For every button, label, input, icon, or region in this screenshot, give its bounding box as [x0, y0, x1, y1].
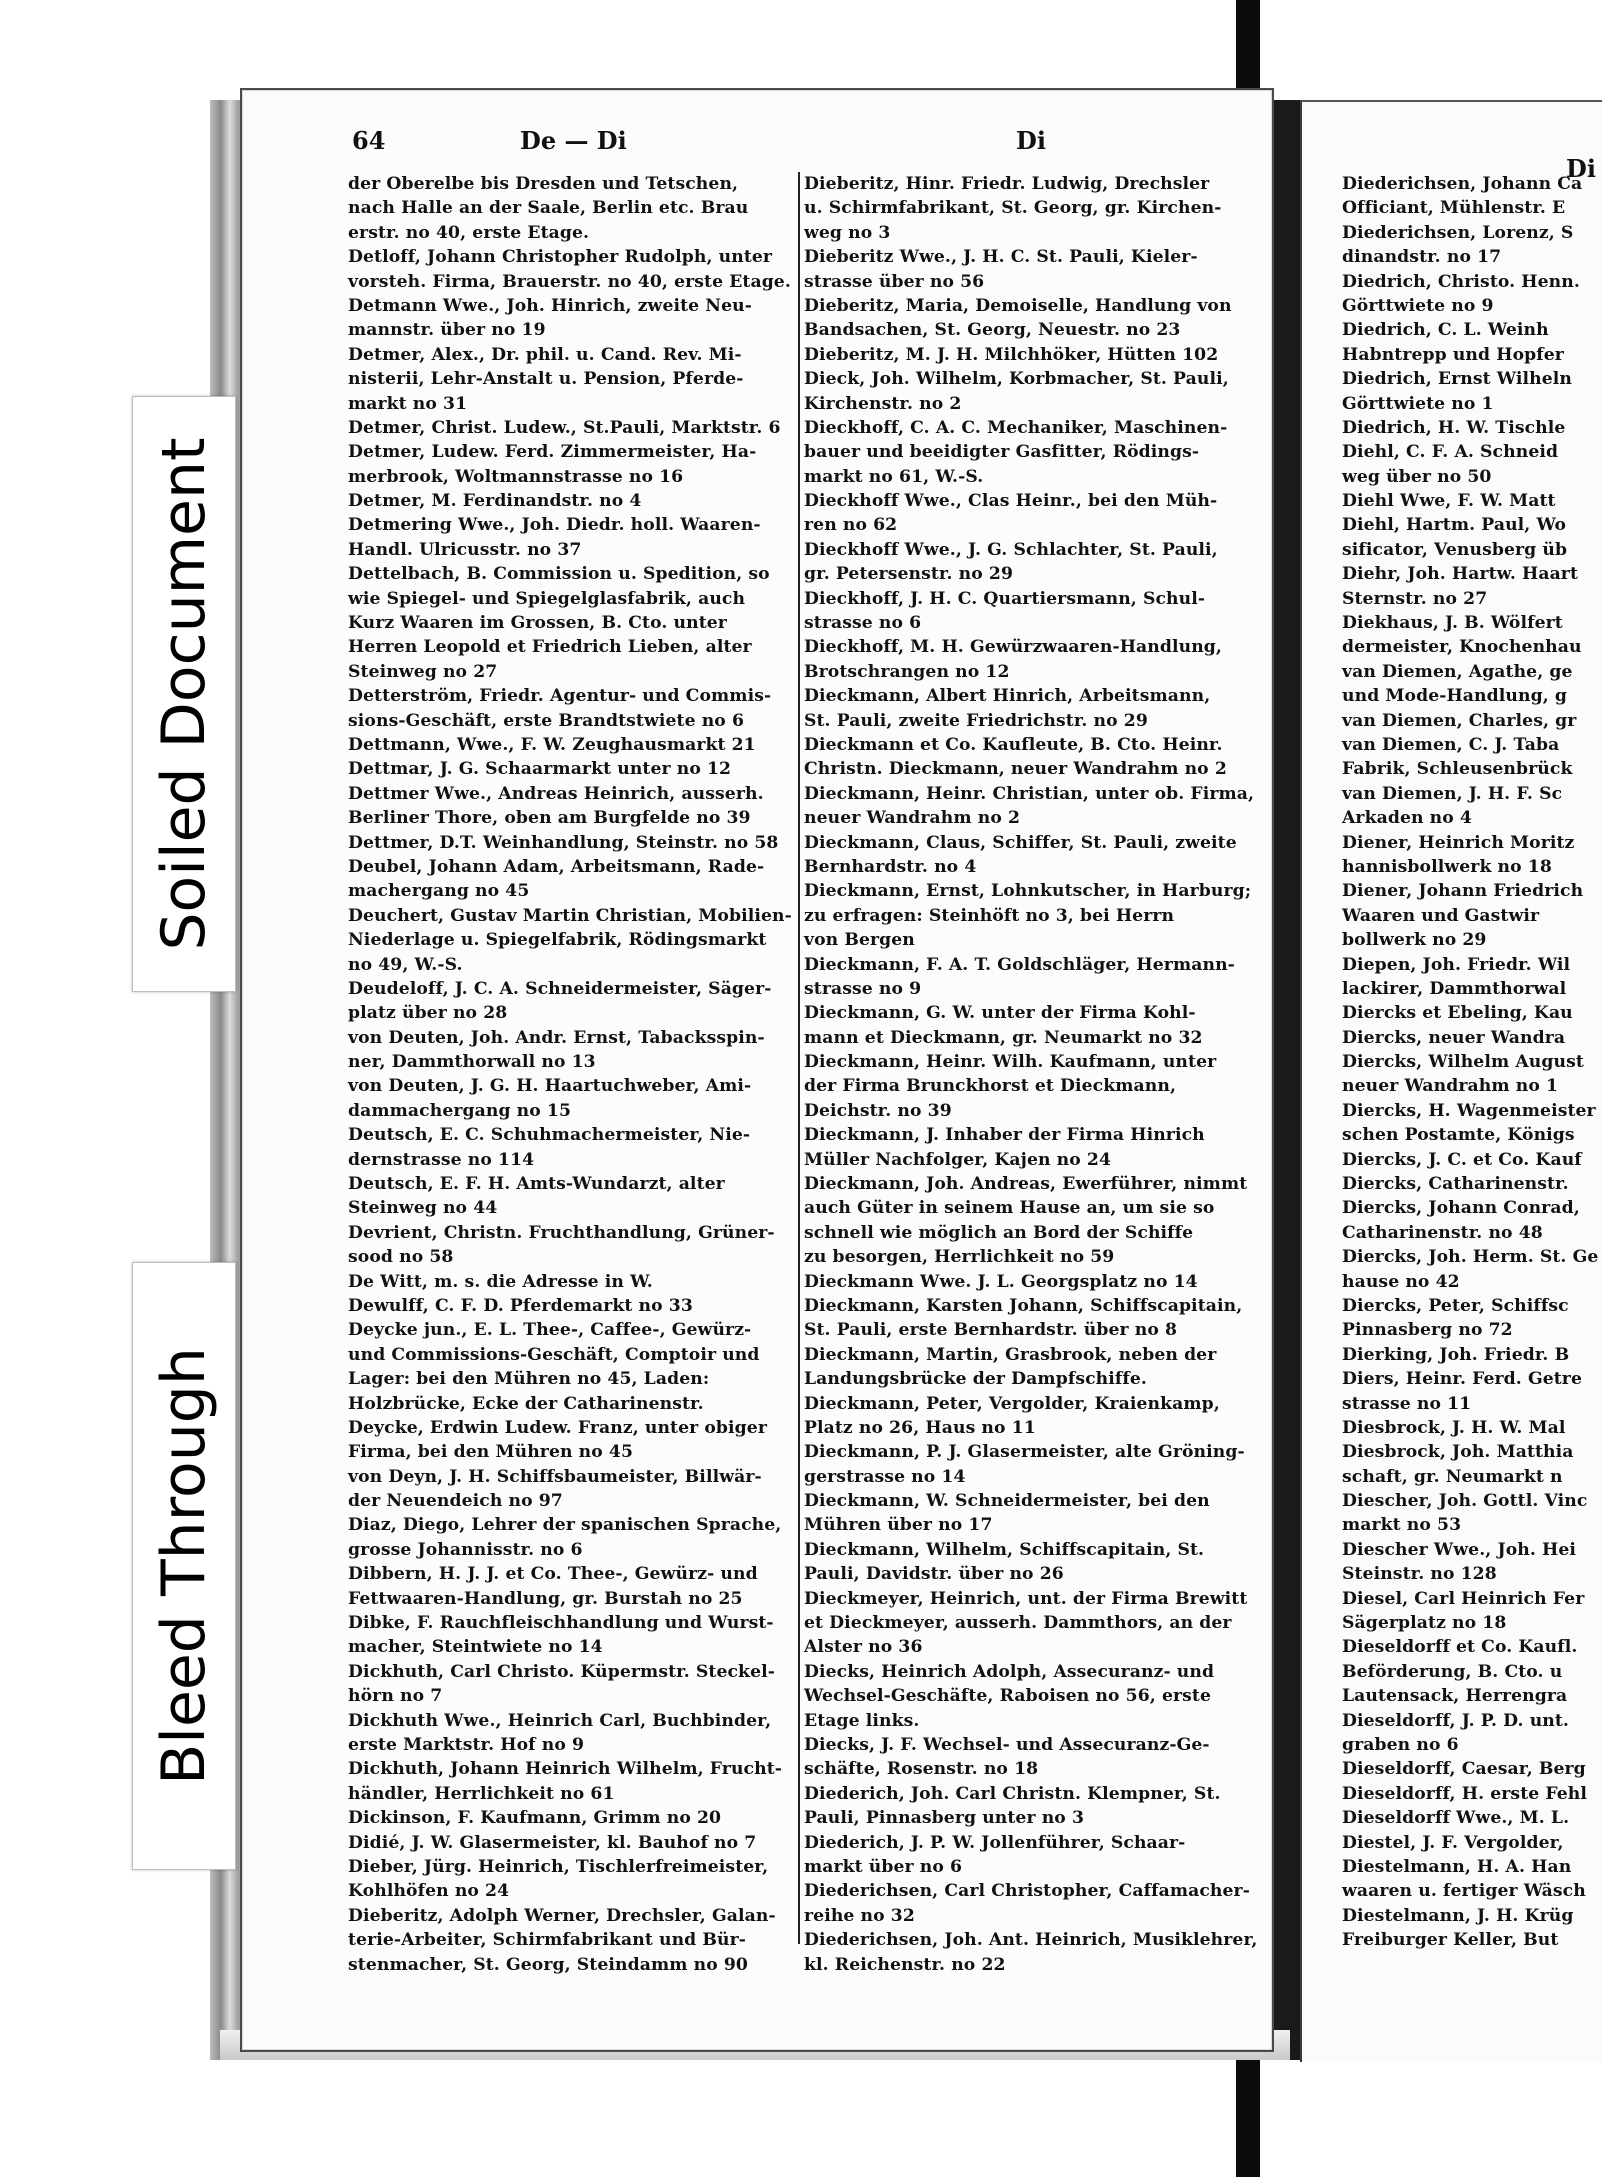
directory-line: Dieckmann, Martin, Grasbrook, neben der: [804, 1344, 1217, 1365]
directory-line: De Witt, m. s. die Adresse in W.: [348, 1271, 653, 1292]
directory-line: Dieckmann, Ernst, Lohnkutscher, in Harburg;: [804, 881, 1252, 902]
directory-line: Diederich, J. P. W. Jollenführer, Schaar-: [804, 1832, 1186, 1853]
directory-line: Detmering Wwe., Joh. Diedr. holl. Waaren-: [348, 515, 761, 536]
page-number: 64: [352, 126, 386, 155]
directory-line: Bernhardstr. no 4: [804, 856, 977, 877]
directory-line: Diestel, J. F. Vergolder,: [1342, 1832, 1564, 1853]
directory-column-left: [348, 172, 794, 1975]
directory-line: Habntrepp und Hopfer: [1342, 344, 1564, 365]
bleed-through-text: Bleed Through: [149, 1347, 219, 1785]
directory-line: Dieckhoff Wwe., Clas Heinr., bei den Müh-: [804, 491, 1218, 512]
directory-line: St. Pauli, erste Bernhardstr. über no 8: [804, 1320, 1178, 1341]
directory-line: Dieck, Joh. Wilhelm, Korbmacher, St. Pauli,: [804, 369, 1229, 390]
directory-line: strasse über no 56: [804, 271, 985, 292]
directory-line: Alster no 36: [804, 1637, 923, 1658]
directory-line: strasse no 6: [804, 613, 922, 634]
directory-line: Diesbrock, Joh. Matthia: [1342, 1442, 1574, 1463]
directory-line: Dieckhoff, J. H. C. Quartiersmann, Schul-: [804, 588, 1206, 609]
running-head-left: De — Di: [520, 126, 627, 155]
directory-line: der Neuendeich no 97: [348, 1491, 563, 1512]
directory-line: Diederichsen, Joh. Ant. Heinrich, Musiklehrer,: [804, 1930, 1258, 1951]
directory-line: schaft, gr. Neumarkt n: [1342, 1466, 1563, 1487]
directory-line: Fettwaaren-Handlung, gr. Burstah no 25: [348, 1588, 743, 1609]
directory-line: platz über no 28: [348, 1003, 508, 1024]
directory-line: Diederich, Joh. Carl Christn. Klempner, St.: [804, 1783, 1221, 1804]
directory-line: Mühren über no 17: [804, 1515, 993, 1536]
directory-line: Diercks, Catharinenstr.: [1342, 1174, 1569, 1195]
directory-line: macher, Steintwiete no 14: [348, 1637, 603, 1658]
directory-line: Firma, bei den Mühren no 45: [348, 1442, 634, 1463]
directory-line: Diercks, Peter, Schiffsc: [1342, 1295, 1569, 1316]
directory-line: Diehl, C. F. A. Schneid: [1342, 442, 1559, 463]
directory-line: Dieseldorff Wwe., M. L.: [1342, 1808, 1570, 1829]
directory-line: hause no 42: [1342, 1271, 1460, 1292]
directory-line: Lager: bei den Mühren no 45, Laden:: [348, 1369, 710, 1390]
directory-line: der Firma Brunckhorst et Dieckmann,: [804, 1076, 1177, 1097]
directory-line: Diesbrock, J. H. W. Mal: [1342, 1417, 1566, 1438]
directory-line: mannstr. über no 19: [348, 320, 546, 341]
directory-line: Arkaden no 4: [1342, 808, 1472, 829]
directory-line: Sternstr. no 27: [1342, 588, 1488, 609]
directory-line: Steinweg no 44: [348, 1198, 498, 1219]
directory-line: von Deyn, J. H. Schiffsbaumeister, Billwär-: [348, 1466, 762, 1487]
directory-line: Dieckmann, Wilhelm, Schiffscapitain, St.: [804, 1539, 1205, 1560]
directory-line: Müller Nachfolger, Kajen no 24: [804, 1149, 1112, 1170]
bleed-through-label: [132, 1262, 236, 1870]
directory-line: bollwerk no 29: [1342, 930, 1487, 951]
directory-line: Diepen, Joh. Friedr. Wil: [1342, 954, 1571, 975]
directory-line: Diekhaus, J. B. Wölfert: [1342, 613, 1563, 634]
directory-line: Diers, Heinr. Ferd. Getre: [1342, 1369, 1582, 1390]
directory-line: Görttwiete no 9: [1342, 295, 1494, 316]
directory-line: Landungsbrücke der Dampfschiffe.: [804, 1369, 1147, 1390]
directory-line: Diercks, Wilhelm August: [1342, 1052, 1584, 1073]
directory-line: Detmer, Ludew. Ferd. Zimmermeister, Ha-: [348, 442, 757, 463]
directory-line: Detmer, M. Ferdinandstr. no 4: [348, 491, 642, 512]
directory-line: zu besorgen, Herrlichkeit no 59: [804, 1247, 1115, 1268]
directory-line: weg no 3: [804, 222, 891, 243]
directory-line: Dierking, Joh. Friedr. B: [1342, 1344, 1570, 1365]
directory-line: Dieckmann, P. J. Glasermeister, alte Gröning-: [804, 1442, 1245, 1463]
directory-line: Deuchert, Gustav Martin Christian, Mobilien-: [348, 905, 792, 926]
directory-line: Handl. Ulricusstr. no 37: [348, 539, 582, 560]
directory-line: Diercks, J. C. et Co. Kauf: [1342, 1149, 1582, 1170]
directory-line: strasse no 9: [804, 978, 922, 999]
book-gutter: [1270, 100, 1300, 2060]
directory-line: Bandsachen, St. Georg, Neuestr. no 23: [804, 320, 1181, 341]
directory-line: Diescher Wwe., Joh. Hei: [1342, 1539, 1577, 1560]
directory-line: markt no 53: [1342, 1515, 1462, 1536]
directory-line: Pinnasberg no 72: [1342, 1320, 1513, 1341]
directory-line: no 49, W.-S.: [348, 954, 463, 975]
directory-line: Diehr, Joh. Hartw. Haart: [1342, 564, 1579, 585]
directory-line: bauer und beeidigter Gasfitter, Rödings-: [804, 442, 1200, 463]
directory-line: van Diemen, C. J. Taba: [1342, 734, 1560, 755]
directory-line: Steinweg no 27: [348, 661, 498, 682]
directory-line: dernstrasse no 114: [348, 1149, 535, 1170]
directory-line: Deycke jun., E. L. Thee-, Caffee-, Gewürz-: [348, 1320, 752, 1341]
directory-line: erstr. no 40, erste Etage.: [348, 222, 590, 243]
directory-line: van Diemen, Agathe, ge: [1342, 661, 1573, 682]
directory-line: Dettmer, D.T. Weinhandlung, Steinstr. no 58: [348, 832, 779, 853]
directory-line: ren no 62: [804, 515, 898, 536]
directory-line: Dieckmann, Albert Hinrich, Arbeitsmann,: [804, 686, 1211, 707]
directory-line: Dibbern, H. J. J. et Co. Thee-, Gewürz- und: [348, 1564, 758, 1585]
directory-line: Detmer, Alex., Dr. phil. u. Cand. Rev. Mi-: [348, 344, 742, 365]
directory-line: markt no 31: [348, 393, 468, 414]
directory-line: Diecks, J. F. Wechsel- und Assecuranz-Ge-: [804, 1735, 1210, 1755]
directory-line: Detloff, Johann Christopher Rudolph, unter: [348, 247, 773, 268]
directory-line: Görttwiete no 1: [1342, 393, 1494, 414]
directory-line: Diesel, Carl Heinrich Fer: [1342, 1588, 1585, 1609]
directory-line: Dickhuth, Carl Christo. Küpermstr. Steckel-: [348, 1661, 775, 1682]
directory-line: Dickinson, F. Kaufmann, Grimm no 20: [348, 1808, 722, 1829]
directory-line: erste Marktstr. Hof no 9: [348, 1735, 585, 1755]
directory-line: Diederichsen, Johann Ca: [1342, 174, 1583, 194]
directory-line: dinandstr. no 17: [1342, 247, 1502, 268]
directory-line: dermeister, Knochenhau: [1342, 637, 1582, 658]
directory-line: Detmann Wwe., Joh. Hinrich, zweite Neu-: [348, 295, 752, 316]
directory-line: Diecks, Heinrich Adolph, Assecuranz- und: [804, 1661, 1215, 1682]
directory-line: Diercks, H. Wagenmeister: [1342, 1100, 1596, 1121]
directory-line: hannisbollwerk no 18: [1342, 856, 1552, 877]
directory-line: Diedrich, C. L. Weinh: [1342, 320, 1549, 341]
directory-line: Dieberitz, Adolph Werner, Drechsler, Galan-: [348, 1905, 776, 1926]
directory-line: Kohlhöfen no 24: [348, 1881, 510, 1902]
directory-line: Beförderung, B. Cto. u: [1342, 1661, 1563, 1682]
directory-line: Dettmar, J. G. Schaarmarkt unter no 12: [348, 759, 732, 780]
directory-line: Diercks, Johann Conrad,: [1342, 1198, 1580, 1219]
directory-line: zu erfragen: Steinhöft no 3, bei Herrn: [804, 905, 1175, 926]
directory-line: Diederichsen, Lorenz, S: [1342, 222, 1574, 243]
directory-line: Dieseldorff, H. erste Fehl: [1342, 1783, 1587, 1804]
directory-line: Diercks, neuer Wandra: [1342, 1027, 1566, 1048]
directory-line: gerstrasse no 14: [804, 1466, 966, 1487]
directory-line: Diedrich, H. W. Tischle: [1342, 417, 1566, 438]
directory-line: u. Schirmfabrikant, St. Georg, gr. Kirchen-: [804, 198, 1222, 219]
directory-line: händler, Herrlichkeit no 61: [348, 1783, 615, 1804]
directory-line: Dettmann, Wwe., F. W. Zeughausmarkt 21: [348, 734, 756, 755]
directory-line: gr. Petersenstr. no 29: [804, 564, 1014, 585]
directory-line: Dieckmann, Heinr. Wilh. Kaufmann, unter: [804, 1052, 1217, 1073]
directory-line: Dewulff, C. F. D. Pferdemarkt no 33: [348, 1295, 693, 1316]
directory-line: Diederichsen, Carl Christopher, Caffamacher-: [804, 1881, 1250, 1902]
directory-line: Officiant, Mühlenstr. E: [1342, 198, 1566, 219]
directory-line: Dettmer Wwe., Andreas Heinrich, ausserh.: [348, 783, 764, 804]
column-divider: [798, 172, 800, 1944]
directory-line: sood no 58: [348, 1247, 454, 1268]
directory-line: reihe no 32: [804, 1905, 915, 1926]
directory-line: Deubel, Johann Adam, Arbeitsmann, Rade-: [348, 856, 765, 877]
directory-line: vorsteh. Firma, Brauerstr. no 40, erste Etage.: [348, 271, 791, 292]
directory-line: sions-Geschäft, erste Brandtstwiete no 6: [348, 710, 744, 731]
directory-line: Berliner Thore, oben am Burgfelde no 39: [348, 808, 751, 829]
directory-line: Diedrich, Christo. Henn.: [1342, 271, 1580, 292]
directory-line: der Oberelbe bis Dresden und Tetschen,: [348, 174, 739, 194]
directory-line: Dieckmann, Claus, Schiffer, St. Pauli, zweite: [804, 832, 1237, 853]
directory-line: Lautensack, Herrengra: [1342, 1686, 1568, 1707]
directory-line: Dieseldorff, Caesar, Berg: [1342, 1759, 1586, 1780]
directory-line: Brotschrangen no 12: [804, 661, 1010, 682]
directory-line: grosse Johannisstr. no 6: [348, 1539, 583, 1560]
directory-column-middle: [804, 172, 1260, 1975]
directory-line: Dieber, Jürg. Heinrich, Tischlerfreimeister,: [348, 1856, 769, 1877]
directory-line: Dieckmeyer, Heinrich, unt. der Firma Brewitt: [804, 1588, 1248, 1609]
directory-line: strasse no 11: [1342, 1393, 1472, 1414]
directory-line: Dieckmann, J. Inhaber der Firma Hinrich: [804, 1125, 1205, 1146]
directory-line: Diercks et Ebeling, Kau: [1342, 1003, 1573, 1024]
directory-line: Dieckmann Wwe. J. L. Georgsplatz no 14: [804, 1271, 1198, 1292]
directory-line: Dieckmann, Heinr. Christian, unter ob. Firma,: [804, 783, 1255, 804]
directory-line: auch Güter in seinem Hause an, um sie so: [804, 1198, 1215, 1219]
directory-line: Dibke, F. Rauchfleischhandlung und Wurst-: [348, 1613, 774, 1634]
directory-line: Dieckmann, Karsten Johann, Schiffscapitain,: [804, 1295, 1243, 1316]
directory-column-facing: [1342, 172, 1602, 1972]
directory-line: Deycke, Erdwin Ludew. Franz, unter obiger: [348, 1417, 767, 1438]
directory-line: St. Pauli, zweite Friedrichstr. no 29: [804, 710, 1148, 731]
directory-line: lackirer, Dammthorwal: [1342, 978, 1567, 999]
directory-line: Detmer, Christ. Ludew., St.Pauli, Marktstr. 6: [348, 417, 781, 438]
directory-line: Dieseldorff et Co. Kaufl.: [1342, 1637, 1578, 1658]
directory-line: neuer Wandrahm no 1: [1342, 1076, 1559, 1097]
directory-line: Pauli, Davidstr. über no 26: [804, 1564, 1064, 1585]
directory-line: Diercks, Joh. Herm. St. Ge: [1342, 1247, 1599, 1268]
directory-line: Kurz Waaren im Grossen, B. Cto. unter: [348, 613, 727, 634]
directory-line: Wechsel-Geschäfte, Raboisen no 56, erste: [804, 1686, 1211, 1707]
directory-line: kl. Reichenstr. no 22: [804, 1954, 1006, 1975]
directory-line: nach Halle an der Saale, Berlin etc. Brau: [348, 198, 749, 219]
directory-line: schen Postamte, Königs: [1342, 1125, 1575, 1146]
directory-line: neuer Wandrahm no 2: [804, 808, 1021, 829]
directory-line: Holzbrücke, Ecke der Catharinenstr.: [348, 1393, 704, 1414]
directory-line: van Diemen, Charles, gr: [1342, 710, 1577, 731]
running-head-right: Di: [1016, 126, 1046, 155]
directory-line: Dieckhoff Wwe., J. G. Schlachter, St. Pauli,: [804, 539, 1218, 560]
directory-line: Diener, Johann Friedrich: [1342, 881, 1584, 902]
directory-line: ner, Dammthorwall no 13: [348, 1052, 596, 1073]
directory-line: markt über no 6: [804, 1856, 963, 1877]
directory-line: Detterström, Friedr. Agentur- und Commis-: [348, 686, 772, 707]
directory-line: et Dieckmeyer, ausserh. Dammthors, an der: [804, 1613, 1232, 1634]
directory-line: Kirchenstr. no 2: [804, 393, 962, 414]
directory-line: wie Spiegel- und Spiegelglasfabrik, auch: [348, 588, 746, 609]
directory-line: schäfte, Rosenstr. no 18: [804, 1759, 1039, 1780]
directory-line: Dieckmann et Co. Kaufleute, B. Cto. Heinr.: [804, 734, 1223, 755]
directory-line: Christn. Dieckmann, neuer Wandrahm no 2: [804, 759, 1227, 780]
directory-line: Diedrich, Ernst Wilheln: [1342, 369, 1572, 390]
directory-line: merbrook, Woltmannstrasse no 16: [348, 466, 684, 487]
directory-line: Dieberitz Wwe., J. H. C. St. Pauli, Kieler-: [804, 247, 1198, 268]
directory-line: Diener, Heinrich Moritz: [1342, 832, 1575, 853]
directory-line: Deudeloff, J. C. A. Schneidermeister, Säger-: [348, 978, 772, 999]
directory-line: weg über no 50: [1342, 466, 1492, 487]
directory-line: markt no 61, W.-S.: [804, 466, 984, 487]
directory-line: Freiburger Keller, But: [1342, 1930, 1559, 1951]
directory-line: Etage links.: [804, 1710, 920, 1731]
directory-line: Platz no 26, Haus no 11: [804, 1417, 1036, 1438]
directory-line: und Mode-Handlung, g: [1342, 686, 1567, 707]
directory-line: dammachergang no 15: [348, 1100, 572, 1121]
directory-line: Fabrik, Schleusenbrück: [1342, 759, 1573, 780]
directory-line: waaren u. fertiger Wäsch: [1342, 1881, 1586, 1902]
directory-line: stenmacher, St. Georg, Steindamm no 90: [348, 1954, 748, 1975]
directory-line: terie-Arbeiter, Schirmfabrikant und Bür-: [348, 1930, 746, 1951]
directory-line: Dieckmann, W. Schneidermeister, bei den: [804, 1491, 1210, 1512]
directory-line: Dickhuth, Johann Heinrich Wilhelm, Frucht-: [348, 1759, 782, 1780]
directory-line: hörn no 7: [348, 1686, 443, 1707]
directory-line: Deutsch, E. F. H. Amts-Wundarzt, alter: [348, 1174, 725, 1195]
directory-line: graben no 6: [1342, 1735, 1459, 1755]
directory-line: Diescher, Joh. Gottl. Vinc: [1342, 1491, 1588, 1512]
directory-line: Diestelmann, H. A. Han: [1342, 1856, 1572, 1877]
directory-line: von Deuten, Joh. Andr. Ernst, Tabacksspin-: [348, 1027, 765, 1048]
directory-line: von Bergen: [804, 930, 915, 951]
directory-line: Dieberitz, M. J. H. Milchhöker, Hütten 102: [804, 344, 1219, 365]
directory-line: Dieckmann, G. W. unter der Firma Kohl-: [804, 1003, 1196, 1024]
directory-line: Diehl, Hartm. Paul, Wo: [1342, 515, 1567, 536]
directory-line: Dettelbach, B. Commission u. Spedition, so: [348, 564, 770, 585]
directory-line: Deichstr. no 39: [804, 1100, 952, 1121]
directory-line: mann et Dieckmann, gr. Neumarkt no 32: [804, 1027, 1203, 1048]
directory-line: van Diemen, J. H. F. Sc: [1342, 783, 1563, 804]
directory-line: Dieberitz, Hinr. Friedr. Ludwig, Drechsler: [804, 174, 1210, 194]
directory-line: Dieckmann, Peter, Vergolder, Kraienkamp,: [804, 1393, 1220, 1414]
directory-line: Dieckmann, Joh. Andreas, Ewerführer, nimmt: [804, 1174, 1248, 1195]
directory-line: Devrient, Christn. Fruchthandlung, Grüner-: [348, 1222, 775, 1243]
directory-line: Steinstr. no 128: [1342, 1564, 1497, 1585]
directory-line: Pauli, Pinnasberg unter no 3: [804, 1808, 1084, 1829]
directory-line: Niederlage u. Spiegelfabrik, Rödingsmarkt: [348, 930, 767, 951]
directory-line: Dieseldorff, J. P. D. unt.: [1342, 1710, 1570, 1731]
directory-line: Dieckhoff, M. H. Gewürzwaaren-Handlung,: [804, 637, 1223, 658]
directory-line: schnell wie möglich an Bord der Schiffe: [804, 1222, 1194, 1243]
directory-line: Didié, J. W. Glasermeister, kl. Bauhof no 7: [348, 1832, 757, 1853]
directory-line: Dieckmann, F. A. T. Goldschläger, Hermann-: [804, 954, 1235, 975]
directory-line: sificator, Venusberg üb: [1342, 539, 1568, 560]
directory-line: Diaz, Diego, Lehrer der spanischen Sprache,: [348, 1515, 782, 1536]
directory-line: Catharinenstr. no 48: [1342, 1222, 1543, 1243]
directory-line: von Deuten, J. G. H. Haartuchweber, Ami-: [348, 1076, 752, 1097]
directory-line: Diestelmann, J. H. Krüg: [1342, 1905, 1574, 1926]
facing-running-head: Di: [1566, 154, 1596, 183]
directory-line: Herren Leopold et Friedrich Lieben, alter: [348, 637, 752, 658]
soiled-document-label: [132, 396, 236, 992]
directory-line: Waaren und Gastwir: [1342, 905, 1540, 926]
directory-line: Dickhuth Wwe., Heinrich Carl, Buchbinder,: [348, 1710, 772, 1731]
directory-line: Deutsch, E. C. Schuhmachermeister, Nie-: [348, 1125, 751, 1146]
directory-line: nisterii, Lehr-Anstalt u. Pension, Pferde-: [348, 369, 744, 390]
directory-line: und Commissions-Geschäft, Comptoir und: [348, 1344, 760, 1365]
directory-line: Dieckhoff, C. A. C. Mechaniker, Maschinen-: [804, 417, 1228, 438]
directory-line: Sägerplatz no 18: [1342, 1613, 1507, 1634]
soiled-document-text: Soiled Document: [149, 437, 219, 951]
directory-line: Dieberitz, Maria, Demoiselle, Handlung von: [804, 295, 1232, 316]
directory-line: machergang no 45: [348, 881, 530, 902]
directory-line: Diehl Wwe, F. W. Matt: [1342, 491, 1556, 512]
